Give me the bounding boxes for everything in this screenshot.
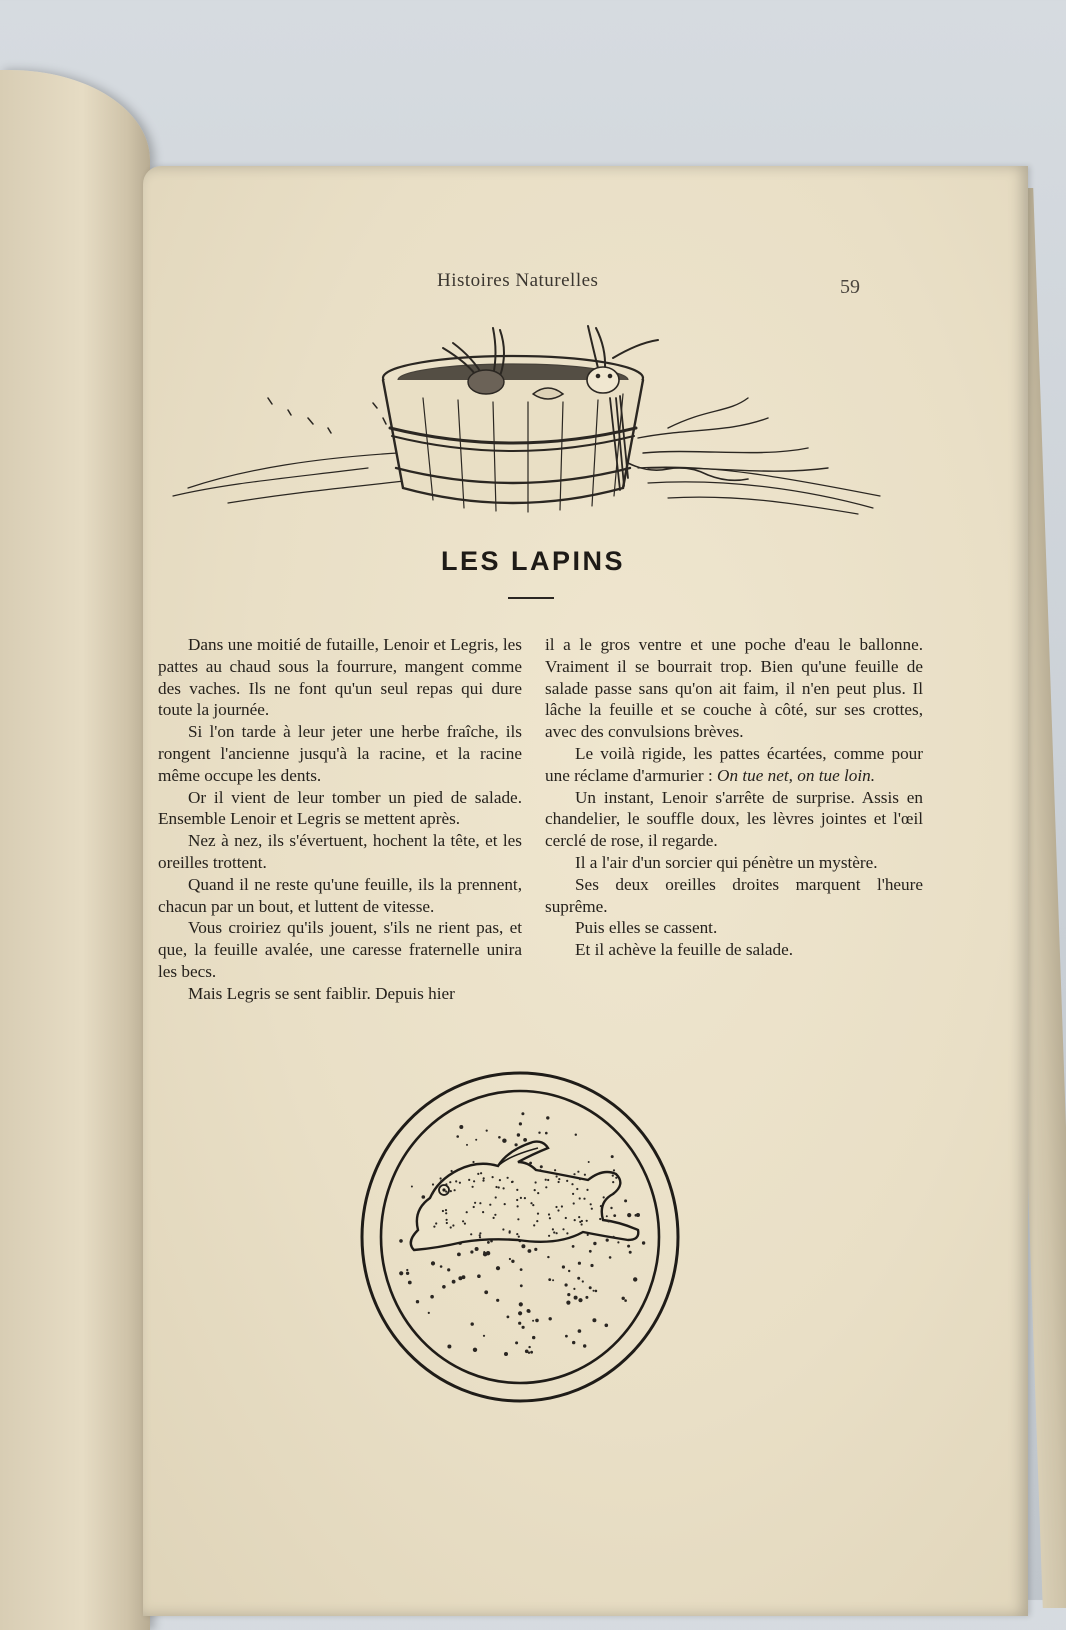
paragraph: Si l'on tarde à leur jeter une herbe fraîche, ils rongent l'ancienne jusqu'à la racine, et la racine même occupe les dents. xyxy=(158,722,522,785)
paragraph: Et il achève la feuille de salade. xyxy=(575,940,794,960)
paragraph: Quand il ne reste qu'une feuille, ils la prennent, chacun par un bout, et luttent de vitesse. xyxy=(158,874,522,916)
paragraph-text: Le voilà rigide, les pattes écartées, comme pour une réclame d'armurier : xyxy=(545,743,923,785)
running-rabbit-medallion xyxy=(358,1070,683,1405)
rabbits-in-tub-illustration xyxy=(168,318,888,533)
paragraph: Dans une moitié de futaille, Lenoir et Legris, les pattes au chaud sous la fourrure, mangent comme des vaches. Ils ne font qu'un seul repas qui dure toute la journée. xyxy=(158,635,522,720)
paragraph xyxy=(545,743,923,787)
left-page-edge xyxy=(0,70,150,1630)
title-divider xyxy=(508,597,554,599)
running-head: Histoires Naturelles xyxy=(437,270,599,291)
paragraph: Ses deux oreilles droites marquent l'heure suprême. xyxy=(545,874,923,916)
paragraph: Vous croiriez qu'ils jouent, s'ils ne rient pas, et que, la feuille avalée, une caresse fraternelle unira les becs. xyxy=(158,918,522,981)
paragraph: Nez à nez, ils s'évertuent, hochent la tête, et les oreilles trottent. xyxy=(158,831,522,872)
paragraph: Puis elles se cassent. xyxy=(575,918,718,938)
italic-quote: On tue net, on tue loin. xyxy=(717,765,876,785)
text-column-right xyxy=(545,634,923,961)
chapter-title: LES LAPINS xyxy=(440,546,626,576)
paragraph: Or il vient de leur tomber un pied de salade. Ensemble Lenoir et Legris se mettent après. xyxy=(158,787,522,829)
paragraph: il a le gros ventre et une poche d'eau le ballonne. Vraiment il se bourrait trop. Bien qu'une feuille de salade passe sans qu'on ait faim, il n'en peut plus. Il lâche la feuille et se couche à côté, sur ses crottes, avec des convulsions brèves. xyxy=(545,635,923,742)
page-number: 59 xyxy=(840,276,860,298)
paragraph: Il a l'air d'un sorcier qui pénètre un mystère. xyxy=(575,852,878,872)
paragraph: Un instant, Lenoir s'arrête de surprise. Assis en chandelier, le souffle doux, les lèvres jointes et l'œil cerclé de rose, il regarde. xyxy=(545,787,923,851)
paragraph: Mais Legris se sent faiblir. Depuis hier xyxy=(188,983,455,1003)
text-column-left xyxy=(158,634,522,1005)
